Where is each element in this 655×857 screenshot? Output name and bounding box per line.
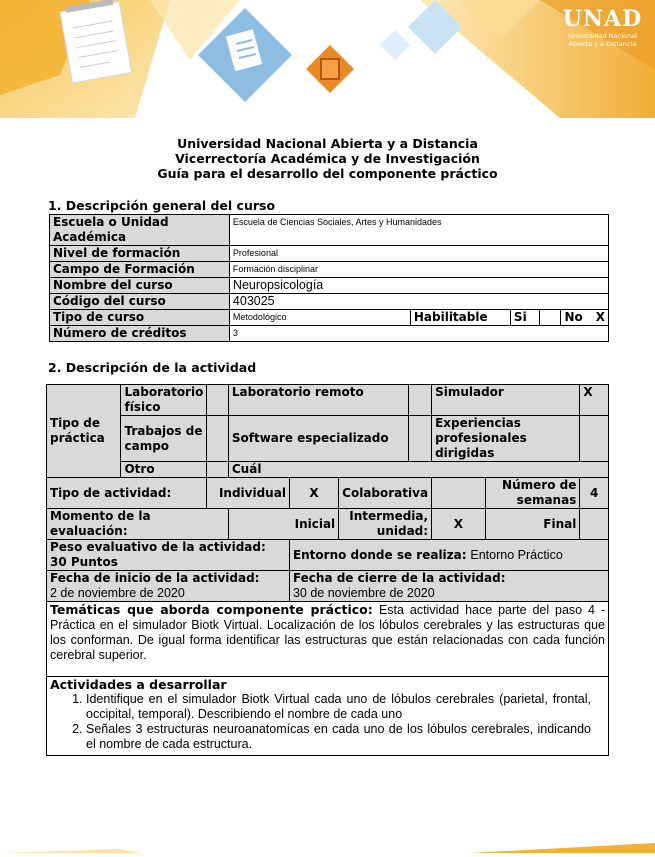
actividades-list — [50, 692, 605, 752]
inicio-cell — [47, 571, 290, 602]
inicio-value: 2 de noviembre de 2020 — [50, 586, 185, 600]
nivel-label: Nivel de formación — [50, 246, 230, 262]
intermedia-label: Intermedia, unidad: — [339, 509, 432, 540]
lab-remoto-label: Laboratorio remoto — [228, 385, 408, 416]
escuela-label: Escuela o Unidad Académica — [50, 215, 230, 246]
no-label: No — [564, 310, 583, 324]
colaborativa-mark — [432, 478, 486, 509]
peso-cell — [47, 540, 290, 571]
title-line-1: Universidad Nacional Abierta y a Distancia — [177, 136, 478, 151]
nivel-value: Profesional — [229, 246, 608, 262]
table-row — [47, 571, 609, 602]
title-line-2: Vicerrectoría Académica y de Investigación — [175, 151, 480, 166]
tematicas-text: Esta actividad hace parte del paso 4 - Práctica en el simulador Biotk Virtual. Localización de los lóbulos cerebrales y las estructuras que los conforman. De igual forma identificar las estructuras que están relacionadas con cada función cerebral superior. — [50, 603, 605, 662]
entorno-label: Entorno donde se realiza: — [292, 547, 467, 562]
lab-fisico-label: Laboratorio físico — [121, 385, 207, 416]
creditos-label: Número de créditos — [50, 326, 230, 342]
actividades-cell — [47, 677, 609, 756]
codigo-label: Código del curso — [50, 294, 230, 310]
table-row — [50, 294, 609, 310]
num-semanas-value: 4 — [580, 478, 609, 509]
tematicas-cell — [47, 602, 609, 677]
document-title — [0, 136, 655, 181]
footer-stripe — [0, 838, 655, 848]
table-row — [50, 310, 609, 326]
logo-line1: Universidad Nacional — [568, 32, 637, 40]
habilitable-label: Habilitable — [410, 310, 510, 326]
nombre-label: Nombre del curso — [50, 278, 230, 294]
cierre-label: Fecha de cierre de la actividad: — [292, 571, 506, 585]
final-label: Final — [485, 509, 580, 540]
no-mark: X — [595, 310, 605, 324]
inicio-label: Fecha de inicio de la actividad: — [50, 571, 260, 585]
entorno-value: Entorno Práctico — [470, 547, 563, 562]
software-label: Software especializado — [228, 416, 408, 462]
list-item: 1. Identifique en el simulador Biotk Virtual cada uno de lóbulos cerebrales (parietal, frontal, occipital, temporal). Describiendo el nombre de cada uno — [86, 692, 605, 722]
creditos-value: 3 — [229, 326, 608, 342]
si-label: Si — [510, 310, 539, 326]
tipo-label: Tipo de curso — [50, 310, 230, 326]
cierre-value: 30 de noviembre de 2020 — [292, 586, 435, 600]
table-row — [50, 215, 609, 246]
otro-label: Otro — [121, 462, 207, 478]
peso-label: Peso evaluativo de la actividad: — [50, 540, 266, 554]
table-row — [47, 416, 609, 462]
table-row — [47, 602, 609, 677]
tematicas-label: Temáticas que aborda componente práctico: — [50, 602, 373, 617]
tipo-value: Metodológico — [229, 310, 410, 326]
table-row — [47, 462, 609, 478]
table-row — [47, 478, 609, 509]
tipo-actividad-label: Tipo de actividad: — [47, 478, 207, 509]
entorno-cell — [289, 540, 608, 571]
table-row — [47, 509, 609, 540]
colaborativa-label: Colaborativa — [339, 478, 432, 509]
simulador-mark: X — [580, 385, 609, 416]
software-mark — [408, 416, 431, 462]
intermedia-mark: X — [432, 509, 486, 540]
banner-graphic — [0, 0, 655, 118]
course-table — [49, 214, 609, 342]
logo-name: UNAD — [562, 6, 643, 32]
cierre-cell — [289, 571, 608, 602]
table-row — [50, 262, 609, 278]
individual-mark: X — [289, 478, 338, 509]
title-line-3: Guía para el desarrollo del componente práctico — [157, 166, 498, 181]
final-mark — [580, 509, 609, 540]
tipo-practica-label: Tipo de práctica — [47, 385, 121, 478]
individual-label: Individual — [207, 478, 290, 509]
cual-label: Cuál — [228, 462, 608, 478]
trabajos-mark — [207, 416, 229, 462]
activity-table — [46, 384, 609, 756]
lab-remoto-mark — [408, 385, 431, 416]
si-mark — [540, 310, 561, 326]
notepad-icon — [59, 0, 131, 83]
footer-graphic — [0, 843, 655, 853]
campo-label: Campo de Formación — [50, 262, 230, 278]
simulador-label: Simulador — [432, 385, 580, 416]
table-row — [47, 540, 609, 571]
no-cell — [561, 310, 609, 326]
actividades-label: Actividades a desarrollar — [50, 677, 227, 692]
otro-mark — [207, 462, 229, 478]
codigo-value: 403025 — [229, 294, 608, 310]
table-row — [50, 326, 609, 342]
table-row — [47, 385, 609, 416]
momento-label: Momento de la evaluación: — [47, 509, 229, 540]
escuela-value: Escuela de Ciencias Sociales, Artes y Humanidades — [229, 215, 608, 246]
trabajos-label: Trabajos de campo — [121, 416, 207, 462]
table-row — [50, 278, 609, 294]
header-banner — [0, 0, 655, 118]
table-row — [47, 677, 609, 756]
nombre-value: Neuropsicología — [229, 278, 608, 294]
inicial-label: Inicial — [228, 509, 338, 540]
lab-fisico-mark — [207, 385, 229, 416]
unad-logo — [560, 6, 645, 48]
campo-value: Formación disciplinar — [229, 262, 608, 278]
logo-line2: Abierta y a Distancia — [568, 40, 637, 48]
experiencias-mark — [580, 416, 609, 462]
section-2-heading: 2. Descripción de la actividad — [48, 360, 257, 375]
section-1-heading: 1. Descripción general del curso — [48, 198, 276, 213]
experiencias-label: Experiencias profesionales dirigidas — [432, 416, 580, 462]
list-item: 2. Señales 3 estructuras neuroanatomícas en cada uno de los lóbulos cerebrales, indicando el nombre de cada estructura. — [86, 722, 605, 752]
peso-value: 30 Puntos — [50, 555, 118, 569]
num-semanas-label: Número de semanas — [485, 478, 580, 509]
table-row — [50, 246, 609, 262]
